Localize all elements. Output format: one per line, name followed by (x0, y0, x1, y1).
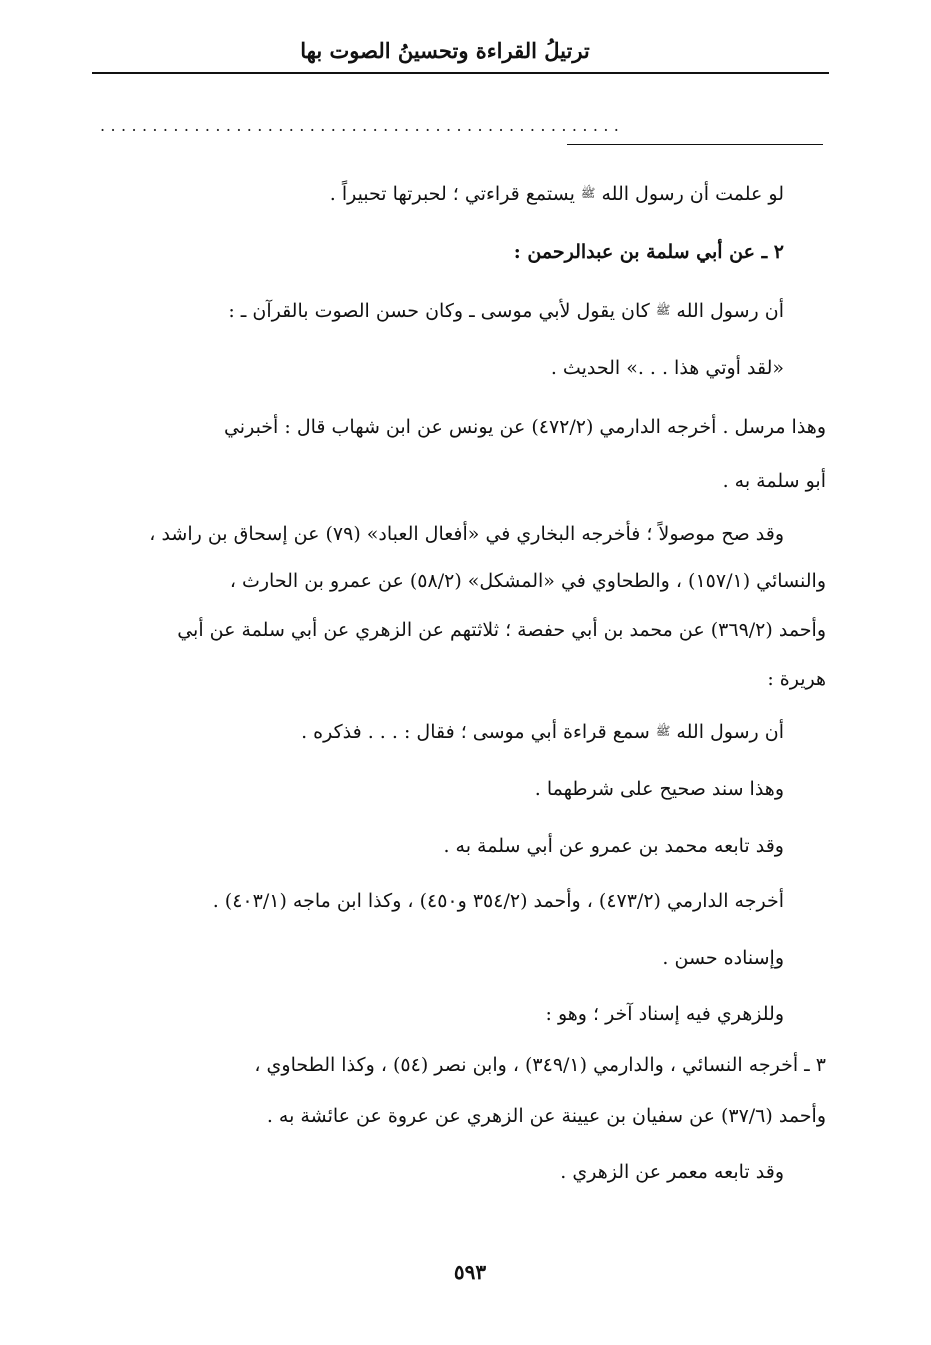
text-line: «لقد أوتي هذا . . .» الحديث . (550, 357, 784, 379)
salawat-glyph: ﷺ (655, 724, 671, 738)
text-line: وقد تابعه محمد بن عمرو عن أبي سلمة به . (443, 835, 784, 857)
hadith-heading: ٢ ـ عن أبي سلمة بن عبدالرحمن : (513, 241, 784, 263)
text-line: وأحمد (٣٧/٦) عن سفيان بن عيينة عن الزهري عن عروة عن عائشة به . (266, 1105, 826, 1127)
text-line: هريرة : (767, 668, 826, 690)
text-line: أن رسول الله ﷺ كان يقول لأبي موسى ـ وكان حسن الصوت بالقرآن ـ : (228, 300, 784, 322)
text-line: أخرجه الدارمي (٤٧٣/٢) ، وأحمد (٣٥٤/٢ و٤٥٠) ، وكذا ابن ماجه (٤٠٣/١) . (212, 890, 784, 912)
text-line: وقد تابعه معمر عن الزهري . (560, 1161, 784, 1183)
header-rule (92, 72, 829, 74)
text-line: وأحمد (٣٦٩/٢) عن محمد بن أبي حفصة ؛ ثلاثتهم عن الزهري عن أبي سلمة عن أبي (177, 619, 826, 641)
text-line: أبو سلمة به . (722, 470, 826, 492)
running-head: ترتيلُ القراءة وتحسينُ الصوت بها (300, 38, 590, 63)
text-line: وقد صح موصولاً ؛ فأخرجه البخاري في «أفعال العباد» (٧٩) عن إسحاق بن راشد ، (149, 523, 784, 545)
text-line: وللزهري فيه إسناد آخر ؛ وهو : (545, 1003, 784, 1025)
text-line: أن رسول الله ﷺ سمع قراءة أبي موسى ؛ فقال : . . . فذكره . (301, 721, 784, 743)
ellipsis-dots: .................................................. (100, 116, 625, 135)
footnote-rule (567, 144, 823, 145)
salawat-glyph: ﷺ (655, 303, 671, 317)
page-number: ٥٩٣ (453, 1260, 487, 1284)
text-line: وهذا سند صحيح على شرطهما . (534, 778, 784, 800)
text-line: ٣ ـ أخرجه النسائي ، والدارمي (٣٤٩/١) ، وابن نصر (٥٤) ، وكذا الطحاوي ، (254, 1054, 826, 1076)
text-line: وهذا مرسل . أخرجه الدارمي (٤٧٢/٢) عن يونس عن ابن شهاب قال : أخبرني (223, 416, 826, 438)
text-line: لو علمت أن رسول الله ﷺ يستمع قراءتي ؛ لحبرتها تحبيراً . (329, 183, 784, 205)
text-line: والنسائي (١٥٧/١) ، والطحاوي في «المشكل» (٥٨/٢) عن عمرو بن الحارث ، (229, 570, 826, 592)
text-line: وإسناده حسن . (662, 947, 784, 969)
salawat-glyph: ﷺ (580, 186, 596, 200)
